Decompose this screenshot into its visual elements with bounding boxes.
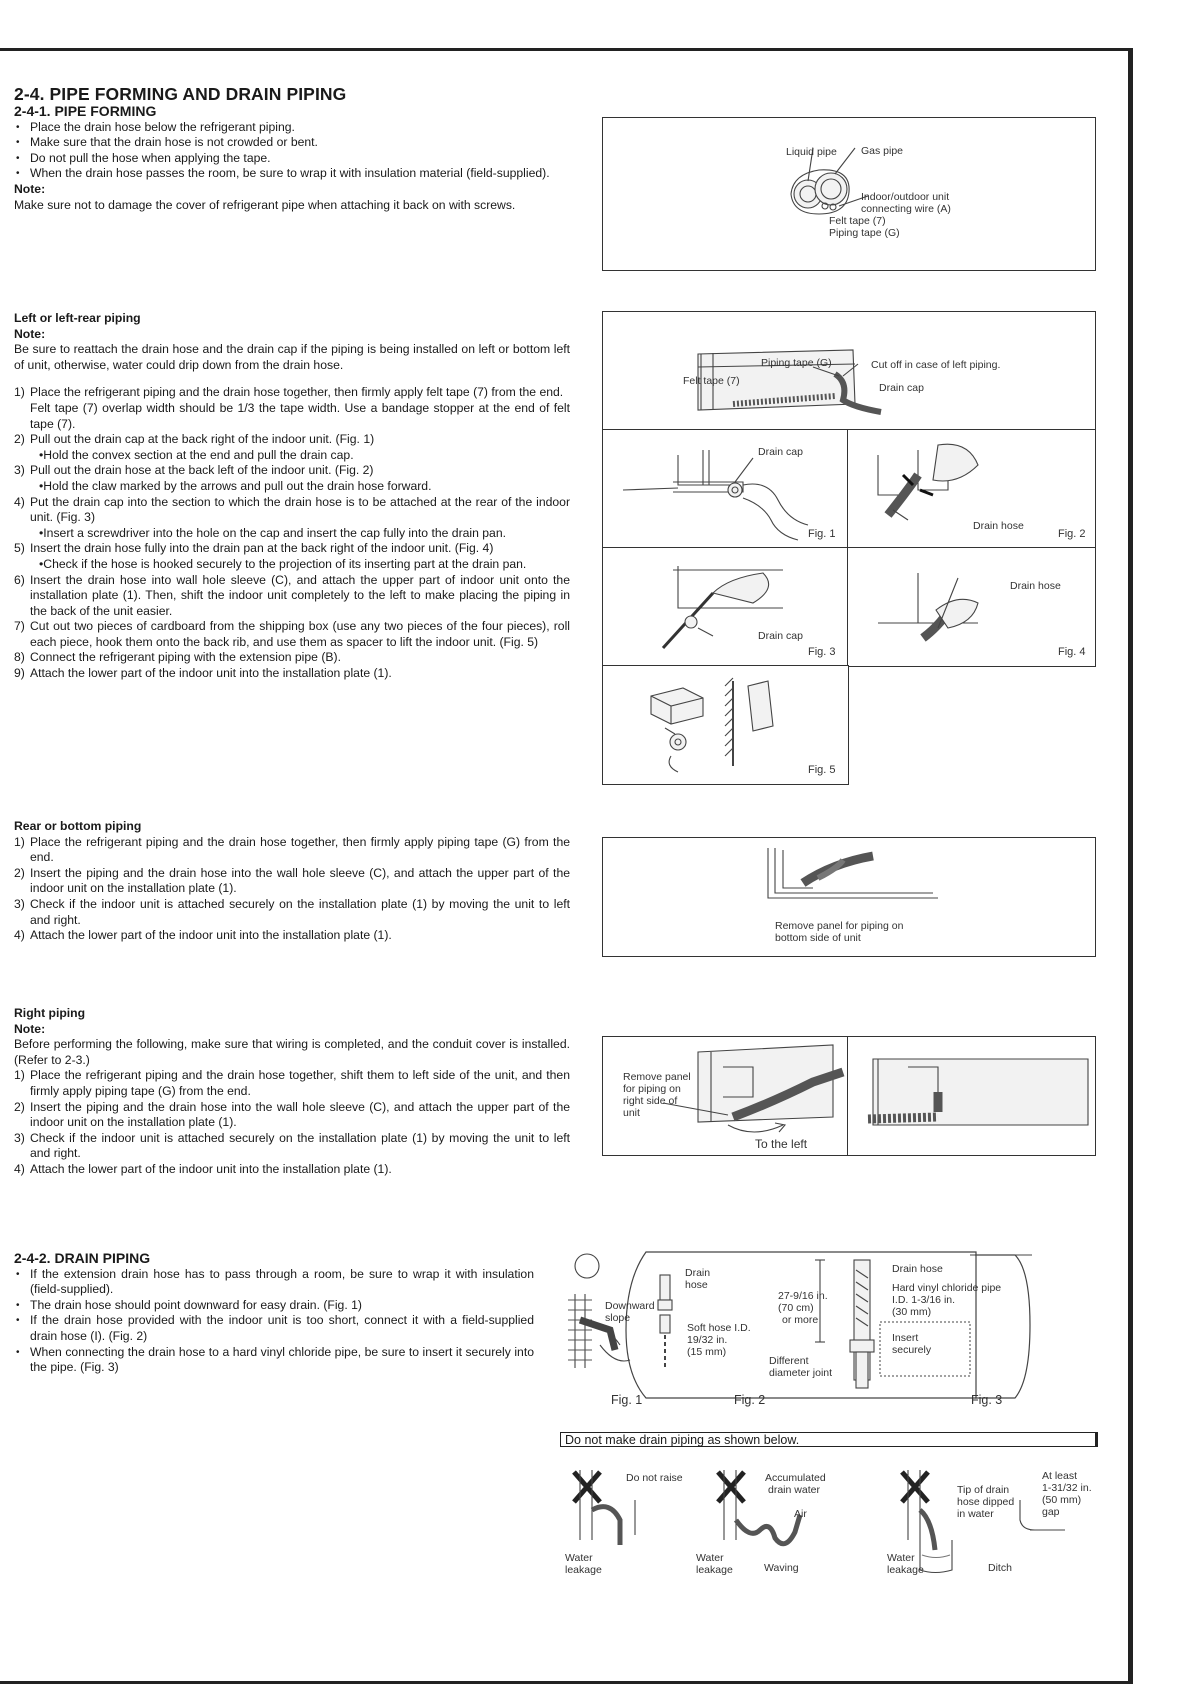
- drain-cap-label: Drain cap: [758, 446, 803, 458]
- fig2-caption: Fig. 2: [1058, 528, 1086, 540]
- fig2-drain-hose: [847, 429, 1096, 549]
- step-item: 7) Cut out two pieces of cardboard from the shipping box (use any two pieces of the four pieces), roll each piece, hook them onto the back rib, and use them as spacer to lift the indoor unit. (Fig. 5): [14, 619, 570, 649]
- tip-label-1: Tip of drain: [957, 1484, 1010, 1496]
- soft-hose-size-2: (15 mm): [687, 1346, 727, 1358]
- fig4-caption: Fig. 4: [1058, 646, 1086, 658]
- felt-tape-label: Felt tape (7): [829, 215, 886, 227]
- different-joint-label-2: diameter joint: [769, 1367, 833, 1379]
- warning-banner: Do not make drain piping as shown below.: [560, 1432, 1098, 1447]
- fig4-drain-hose-insert: [847, 547, 1096, 667]
- pipe-forming-heading: 2-4-1. PIPE FORMING: [14, 103, 157, 119]
- list-item: • Place the drain hose below the refrigerant piping.: [14, 120, 570, 136]
- drain-cap-label: Drain cap: [879, 382, 924, 394]
- water-leakage-1b: leakage: [565, 1564, 602, 1576]
- slope-label: slope: [605, 1312, 631, 1324]
- water-leakage-2b: leakage: [696, 1564, 733, 1576]
- at-least-label-2: 1-31/32 in.: [1042, 1482, 1092, 1494]
- step-item: 2) Pull out the drain cap at the back right of the indoor unit. (Fig. 1) • Hold the convex section at the end and pull the drain cap.: [14, 432, 570, 463]
- piping-tape-label: Piping tape (G): [761, 357, 832, 369]
- list-item: • If the drain hose provided with the indoor unit is too short, connect it with a field-supplied drain hose (I). (Fig. 2): [14, 1313, 534, 1344]
- tip-label-2: hose dipped: [957, 1496, 1015, 1508]
- section-title: 2-4. PIPE FORMING AND DRAIN PIPING: [14, 84, 347, 104]
- step-item: 5) Insert the drain hose fully into the drain pan at the back right of the indoor unit. (Fig. 4) • Check if the hose is hooked securely to the projection of its inserting part at the drain pan.: [14, 541, 570, 572]
- step-item: 4) Put the drain cap into the section to which the drain hose is to be attached at the rear of the indoor unit. (Fig. 3) • Insert a screwdriver into the hole on the cap and insert the cap fully into the drain pan.: [14, 495, 570, 542]
- right-piping-note: Before performing the following, make sure that wiring is completed, and the conduit cover is installed. (Refer to 2-3.): [14, 1037, 570, 1067]
- fig5-cardboard-spacer: [602, 665, 849, 785]
- at-least-label-4: gap: [1042, 1506, 1060, 1518]
- waving-label: Waving: [764, 1562, 799, 1574]
- left-piping-block: [14, 311, 570, 682]
- step-item: 3) Check if the indoor unit is attached securely on the installation plate (1) by moving the unit to left and right.: [14, 896, 570, 927]
- list-item: • If the extension drain hose has to pass through a room, be sure to wrap it with insulation (field-supplied).: [14, 1267, 534, 1298]
- remove-panel-label-4: unit: [623, 1107, 640, 1119]
- remove-panel-label-1: Remove panel: [623, 1071, 691, 1083]
- step-item: 1) Place the refrigerant piping and the drain hose together, then firmly apply felt tape (7) from the end. Felt tape (7) overlap width should be 1/3 the tape width. Use a bandage stopper at the end of felt tape (7).: [14, 385, 570, 431]
- step-item: 1) Place the refrigerant piping and the drain hose together, shift them to left side of the unit, and then firmly apply piping tape (G) from the end.: [14, 1068, 570, 1098]
- remove-panel-label-3: right side of: [623, 1095, 678, 1107]
- length-label-3: or more: [782, 1314, 819, 1326]
- right-piping-figure-a: [602, 1036, 849, 1156]
- rear-piping-steps: [14, 835, 570, 944]
- water-leakage-3b: leakage: [887, 1564, 924, 1576]
- drain-figures: [560, 1250, 1100, 1415]
- pipe-cross-section-figure: [602, 117, 1096, 271]
- drain-hose-label-fig3: Drain hose: [892, 1263, 943, 1275]
- bad-drain-examples: [560, 1460, 1100, 1585]
- step-item: 4) Attach the lower part of the indoor unit into the installation plate (1).: [14, 928, 392, 943]
- drain-fig2-caption: Fig. 2: [734, 1393, 766, 1407]
- note-label: Note:: [14, 326, 46, 341]
- step-item: 3) Pull out the drain hose at the back left of the indoor unit. (Fig. 2) • Hold the claw marked by the arrows and pull out the drain hose forward.: [14, 463, 570, 494]
- rear-piping-heading: Rear or bottom piping: [14, 819, 142, 833]
- ditch-label: Ditch: [988, 1562, 1012, 1574]
- step-item: 8) Connect the refrigerant piping with the extension pipe (B).: [14, 650, 341, 665]
- accumulated-label-2: drain water: [768, 1484, 820, 1496]
- do-not-raise-label: Do not raise: [626, 1472, 683, 1484]
- water-leakage-3a: Water: [887, 1552, 915, 1564]
- list-item: • When connecting the drain hose to a hard vinyl chloride pipe, be sure to insert it securely into the pipe. (Fig. 3): [14, 1345, 534, 1376]
- rear-piping-figure: [602, 837, 1096, 957]
- right-piping-heading: Right piping: [14, 1006, 86, 1020]
- right-piping-figure-b: [847, 1036, 1096, 1156]
- soft-hose-size-1: 19/32 in.: [687, 1334, 728, 1346]
- step-item: 1) Place the refrigerant piping and the drain hose together, then firmly apply piping tape (G) from the end.: [14, 834, 570, 865]
- water-leakage-2a: Water: [696, 1552, 724, 1564]
- liquid-pipe-label: Liquid pipe: [786, 146, 837, 158]
- right-piping-block: [14, 1006, 570, 1178]
- fig3-caption: Fig. 3: [808, 646, 836, 658]
- air-label: Air: [794, 1508, 807, 1520]
- to-left-label: To the left: [755, 1137, 808, 1151]
- length-label-1: 27-9/16 in.: [778, 1290, 828, 1302]
- downward-label: Downward: [605, 1300, 655, 1312]
- pvc-pipe-label-3: (30 mm): [892, 1306, 932, 1318]
- left-piping-heading: Left or left-rear piping: [14, 311, 141, 325]
- drain-fig3-caption: Fig. 3: [971, 1393, 1003, 1407]
- piping-tape-label: Piping tape (G): [829, 227, 900, 239]
- accumulated-label-1: Accumulated: [765, 1472, 826, 1484]
- pipe-forming-block: [14, 104, 570, 213]
- left-piping-steps: [14, 385, 570, 681]
- note-text: Make sure not to damage the cover of refrigerant pipe when attaching it back on with screws.: [14, 197, 516, 212]
- drain-hose-label-b: hose: [685, 1279, 708, 1291]
- at-least-label-1: At least: [1042, 1470, 1078, 1482]
- wire-label-2: connecting wire (A): [861, 203, 951, 215]
- list-item: • When the drain hose passes the room, be sure to wrap it with insulation material (field-supplied).: [14, 166, 570, 182]
- insert-label-1: Insert: [892, 1332, 919, 1344]
- different-joint-label-1: Different: [769, 1355, 809, 1367]
- left-piping-unit-figure: [602, 311, 1096, 431]
- drain-piping-list: [14, 1267, 534, 1376]
- note-label: Note:: [14, 181, 46, 196]
- list-item: • The drain hose should point downward for easy drain. (Fig. 1): [14, 1298, 534, 1314]
- drain-cap-label: Drain cap: [758, 630, 803, 642]
- drain-fig1-caption: Fig. 1: [611, 1393, 643, 1407]
- cutoff-label: Cut off in case of left piping.: [871, 359, 1001, 371]
- rear-panel-label-2: bottom side of unit: [775, 932, 861, 944]
- pipe-forming-list: [14, 120, 570, 182]
- fig1-drain-cap: [602, 429, 849, 549]
- pvc-pipe-label-1: Hard vinyl chloride pipe: [892, 1282, 1002, 1294]
- gas-pipe-label: Gas pipe: [861, 145, 904, 157]
- remove-panel-label-2: for piping on: [623, 1083, 681, 1095]
- tip-label-3: in water: [957, 1508, 994, 1520]
- wire-label-1: Indoor/outdoor unit: [861, 191, 950, 203]
- fig3-drain-cap-insert: [602, 547, 849, 667]
- note-label: Note:: [14, 1021, 46, 1036]
- drain-hose-label: Drain hose: [1010, 580, 1061, 592]
- step-item: 2) Insert the piping and the drain hose into the wall hole sleeve (C), and attach the upper part of the indoor unit on the installation plate (1).: [14, 1099, 570, 1130]
- step-item: 2) Insert the piping and the drain hose into the wall hole sleeve (C), and attach the upper part of the indoor unit on the installation plate (1).: [14, 865, 570, 896]
- left-piping-note: Be sure to reattach the drain hose and the drain cap if the piping is being installed on left or bottom left of unit, otherwise, water could drip down from the drain hose.: [14, 342, 570, 372]
- water-leakage-1a: Water: [565, 1552, 593, 1564]
- fig1-caption: Fig. 1: [808, 528, 836, 540]
- length-label-2: (70 cm): [778, 1302, 814, 1314]
- insert-label-2: securely: [892, 1344, 932, 1356]
- drain-piping-heading: 2-4-2. DRAIN PIPING: [14, 1250, 151, 1266]
- step-item: 6) Insert the drain hose into wall hole sleeve (C), and attach the upper part of indoor unit onto the installation plate (1). Then, shift the indoor unit completely to the left to make placing the piping in the back of the unit easier.: [14, 572, 570, 618]
- rear-piping-block: [14, 819, 570, 944]
- rear-panel-label-1: Remove panel for piping on: [775, 920, 904, 932]
- felt-tape-label: Felt tape (7): [683, 375, 740, 387]
- step-item: 9) Attach the lower part of the indoor unit into the installation plate (1).: [14, 666, 392, 681]
- drain-piping-block: [14, 1251, 534, 1376]
- step-item: 4) Attach the lower part of the indoor unit into the installation plate (1).: [14, 1161, 392, 1176]
- soft-hose-label: Soft hose I.D.: [687, 1322, 751, 1334]
- right-piping-steps: [14, 1068, 570, 1177]
- step-item: 3) Check if the indoor unit is attached securely on the installation plate (1) by moving the unit to left and right.: [14, 1130, 570, 1161]
- drain-hose-label-a: Drain: [685, 1267, 711, 1279]
- fig5-caption: Fig. 5: [808, 764, 836, 776]
- pvc-pipe-label-2: I.D. 1-3/16 in.: [892, 1294, 956, 1306]
- list-item: • Do not pull the hose when applying the tape.: [14, 151, 570, 167]
- drain-hose-label: Drain hose: [973, 520, 1024, 532]
- list-item: • Make sure that the drain hose is not crowded or bent.: [14, 135, 570, 151]
- at-least-label-3: (50 mm): [1042, 1494, 1082, 1506]
